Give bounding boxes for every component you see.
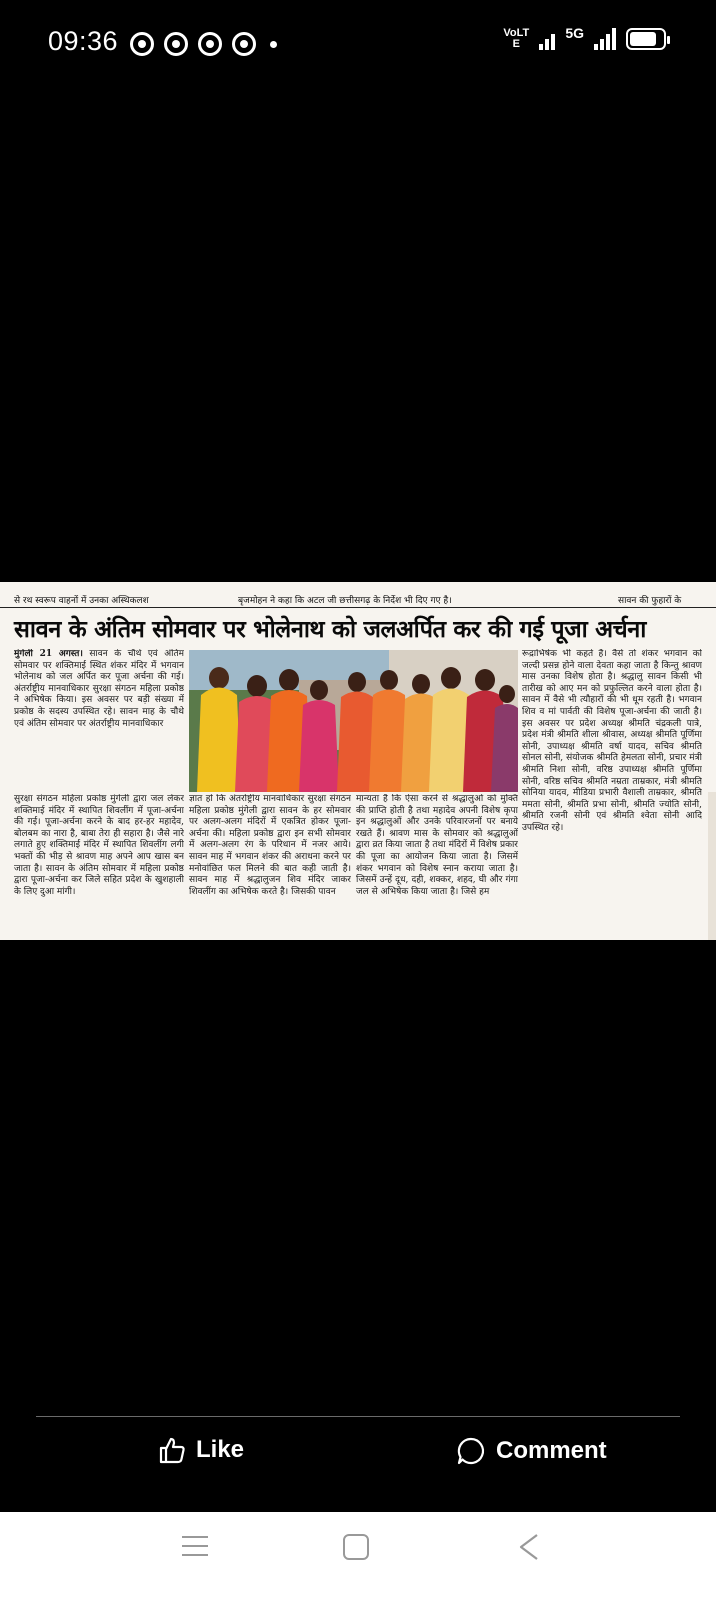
- signal-icon: [594, 28, 616, 50]
- like-button[interactable]: [158, 1436, 244, 1464]
- topline-middle-text: बृजमोहन ने कहा कि अटल जी छत्तीसगढ़ के निर्देश भी दिए गए है।: [238, 596, 452, 606]
- group-photo: [189, 650, 518, 792]
- thumbs-up-icon: [158, 1436, 186, 1464]
- divider: [36, 1416, 680, 1417]
- volte-indicator: VoLTE: [503, 27, 530, 50]
- clipping-edge: [708, 792, 716, 940]
- post-action-bar: [0, 1416, 716, 1484]
- article-text: सावन के चौथे एवं अंतिम सोमवार पर शक्तिमाई स्थित शंकर मंदिर में भगवान भोलेनाथ को जल अर्पित कर पूजा अर्चना की गई। अंतर्राष्ट्रीय मानवाधिकार सुरक्षा संगठन महिला प्रकोष्ठ ने अभिषेक किया। इस अवसर पर बड़ी संख्या में प्रकोष्ठ के सदस्य उपस्थित रहे। सावन माह के चौथे एवं अंतिम सोमवार पर अंतर्राष्ट्रीय मानवाधिकार: [14, 649, 184, 729]
- newspaper-clipping-image[interactable]: [0, 582, 716, 940]
- topline-left-text: से रथ स्वरूप वाहनों में उनका अस्थिकलश: [14, 596, 149, 606]
- article-column-1-top: [14, 649, 184, 791]
- comment-bubble-icon: [456, 1436, 486, 1466]
- status-time: 09:36: [48, 26, 119, 56]
- back-icon[interactable]: [518, 1532, 540, 1562]
- chrome-icon: [164, 32, 188, 56]
- newspaper-headline: सावन के अंतिम सोमवार पर भोलेनाथ को जलअर्पित कर की गई पूजा अर्चना: [14, 615, 646, 643]
- comment-button[interactable]: [456, 1436, 607, 1466]
- status-bar: [0, 0, 716, 80]
- network-type: 5G: [565, 25, 584, 41]
- home-icon[interactable]: [343, 1534, 369, 1560]
- like-label: Like: [196, 1436, 245, 1463]
- chrome-icon: [232, 32, 256, 56]
- chrome-icon: [198, 32, 222, 56]
- more-notifications-dot-icon: [270, 41, 277, 48]
- system-navigation-bar: [0, 1512, 716, 1600]
- battery-icon: [626, 28, 666, 50]
- article-column-3: मान्यता है कि ऐसा करने से श्रद्धालुओं को मुक्ति की प्राप्ति होती है तथा महादेव अपनी विशेष कृपा इन श्रद्धालुओं और उनके परिवारजनों पर बनाये रखते हैं। श्रावण मास के सोमवार को श्रद्धालुओं द्वारा व्रत किया जाता है तथा मंदिरों में विशेष प्रकार की पूजा का आयोजन किया जाता है। जिसमें शंकर भगवान को विशेष स्नान कराया जाता है। जिसमें उन्हें दूध, दही, शक्कर, शहद, घी और गंगा जल से अभिषेक किया जाता है। जिसे हम: [356, 794, 518, 897]
- recents-icon[interactable]: [182, 1532, 208, 1560]
- system-status-icons: [503, 25, 666, 50]
- article-column-4: रूद्राभिषेक भी कहते है। वैसे तो शंकर भगवान को जल्दी प्रसन्न होने वाला देवता कहा जाता है किन्तु श्रावण मास उनका विशेष होता है। श्रद्धालु सावन किसी भी तारीख को आए मन को प्रफुल्लित करने वाला होता है। सावन में वैसे भी त्यौहारों की भी धूम रहती है। भगवान शिव व मां पार्वती की विशेष पूजा-अर्चना की जाती है। इस अवसर पर प्रदेश अध्यक्ष श्रीमति चंद्रकली पात्रे, प्रदेश मंत्री श्रीमति शीला श्रीवास, अध्यक्ष श्रीमति पूर्णिमा सोनी, उपाध्यक्ष श्रीमति वर्षा यादव, सचिव श्रीमति सोनल सोनी, संयोजक श्रीमति हेमलता सोनी, प्रचार मंत्री श्रीमति निशा सोनी, वरिष्ठ उपाध्यक्ष श्रीमति पूर्णिमा सोनी, वरिष्ठ सचिव श्रीमति नम्रता ताम्रकार, मंत्री श्रीमति सोनिया यादव, मीडिया प्रभारी वैशाली ताम्रकार, श्रीमति ममता सोनी, श्रीमति प्रभा सोनी, श्रीमति ज्योति सोनी, श्रीमति रजनी सोनी एवं श्रीमति श्वेता सोनी आदि उपस्थित रहे।: [522, 649, 702, 833]
- article-dateline: मुंगेली 21 अगस्त।: [14, 649, 83, 659]
- article-column-1-bottom: सुरक्षा संगठन महिला प्रकोष्ठ मुंगेली द्वारा जल लेकर शक्तिमाई मंदिर में स्थापित शिवलींग में पूजा-अर्चना की गई। पूजा-अर्चना करने के बाद हर-हर महादेव, बोलबम का नारा है, बाबा तेरा ही सहारा है। जैसे नारे लगाते हुए शक्तिमाई मंदिर में स्थापित शिवलींग लगी भक्तों की भीड़ से श्रावण माह अपने आप खास बन जाता है। सावन के अंतिम सोमवार में महिला प्रकोष्ठ द्वारा पूजा-अर्चना कर जिले सहित प्रदेश के खुशहाली के लिए दुआ मांगी।: [14, 794, 184, 897]
- notification-icons: [130, 32, 277, 56]
- article-column-2: ज्ञात हो कि अंतर्राष्ट्रीय मानवाधिकार सुरक्षा संगठन महिला प्रकोष्ठ मुंगेली द्वारा सावन के हर सोमवार पर अलग-अलग मंदिरों में एकत्रित होकर पूजा-अर्चना की। महिला प्रकोष्ठ द्वारा इन सभी सोमवार में अलग-अलग रंग के परिधान में नजर आये। सावन माह में भगवान शंकर की अराधना करने पर मनोवांछित फल मिलने की बात कही जाती है। सावन माह में श्रद्धालुजन शिव मंदिर जाकर शिवलींग का अभिषेक करते है। जिसकी पावन: [189, 794, 351, 897]
- chrome-icon: [130, 32, 154, 56]
- comment-label: Comment: [496, 1437, 607, 1464]
- topline-right-text: सावन की फुहारों के: [618, 596, 682, 606]
- newspaper-top-strip: [0, 582, 716, 608]
- signal-icon: [539, 28, 555, 50]
